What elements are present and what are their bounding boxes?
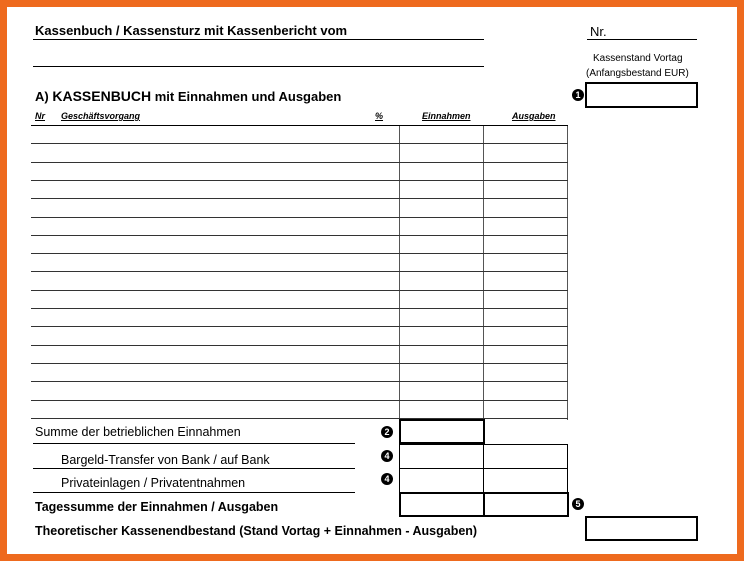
table-row[interactable]	[31, 217, 568, 218]
summe-label: Summe der betrieblichen Einnahmen	[35, 425, 241, 439]
grid-vline-einnahmen	[399, 125, 400, 420]
nr-label: Nr.	[590, 24, 607, 39]
marker-1-icon: 1	[572, 89, 584, 101]
anfangsbestand-label: (Anfangsbestand EUR)	[586, 68, 689, 79]
section-a-bold: KASSENBUCH	[52, 88, 152, 104]
bargeld-underline	[33, 468, 355, 469]
privat-label: Privateinlagen / Privatentnahmen	[61, 476, 246, 490]
table-row[interactable]	[31, 125, 568, 126]
table-row[interactable]	[31, 271, 568, 272]
marker-4b-icon: 4	[381, 473, 393, 485]
col-einnahmen: Einnahmen	[422, 111, 471, 121]
marker-5-icon: 5	[572, 498, 584, 510]
table-row[interactable]	[31, 326, 568, 327]
table-row[interactable]	[31, 381, 568, 382]
table-row[interactable]	[31, 418, 568, 419]
kassenstand-label: Kassenstand Vortag	[593, 53, 683, 64]
grid-vline-right	[567, 125, 568, 420]
col-ausgaben: Ausgaben	[512, 111, 556, 121]
table-row[interactable]	[31, 290, 568, 291]
tagessumme-einnahmen-field[interactable]	[399, 492, 485, 517]
table-row[interactable]	[31, 308, 568, 309]
table-row[interactable]	[31, 235, 568, 236]
section-a-prefix: A)	[35, 89, 53, 104]
col-vorgang: Geschäftsvorgang	[61, 111, 141, 121]
kassenendbestand-field[interactable]	[585, 516, 698, 541]
tagessumme-label: Tagessumme der Einnahmen / Ausgaben	[35, 500, 279, 514]
tagessumme-ausgaben-field[interactable]	[483, 492, 569, 517]
bargeld-ausgaben-field[interactable]	[483, 444, 568, 469]
col-prozent: %	[375, 111, 384, 121]
nr-line[interactable]	[587, 39, 697, 40]
col-nr: Nr	[35, 111, 46, 121]
bargeld-einnahmen-field[interactable]	[399, 444, 484, 469]
grid-vline-ausgaben	[483, 125, 484, 420]
summe-underline	[33, 443, 355, 444]
section-a-rest: mit Einnahmen und Ausgaben	[151, 89, 342, 104]
anfangsbestand-field[interactable]	[585, 82, 698, 108]
privat-einnahmen-field[interactable]	[399, 468, 484, 493]
theoretisch-label: Theoretischer Kassenendbestand (Stand Vortag + Einnahmen - Ausgaben)	[35, 524, 478, 538]
table-row[interactable]	[31, 345, 568, 346]
form-title: Kassenbuch / Kassensturz mit Kassenbericht vom	[35, 23, 348, 38]
table-row[interactable]	[31, 400, 568, 401]
privat-ausgaben-field[interactable]	[483, 468, 568, 493]
marker-2-icon: 2	[381, 426, 393, 438]
table-row[interactable]	[31, 180, 568, 181]
section-a-title	[35, 88, 341, 104]
date-line[interactable]	[33, 66, 484, 67]
privat-underline	[33, 492, 355, 493]
marker-4a-icon: 4	[381, 450, 393, 462]
table-row[interactable]	[31, 253, 568, 254]
table-row[interactable]	[31, 143, 568, 144]
table-row[interactable]	[31, 162, 568, 163]
table-row[interactable]	[31, 363, 568, 364]
table-row[interactable]	[31, 198, 568, 199]
bargeld-label: Bargeld-Transfer von Bank / auf Bank	[61, 453, 270, 467]
summe-einnahmen-field[interactable]	[399, 419, 485, 444]
title-underline	[33, 39, 484, 40]
